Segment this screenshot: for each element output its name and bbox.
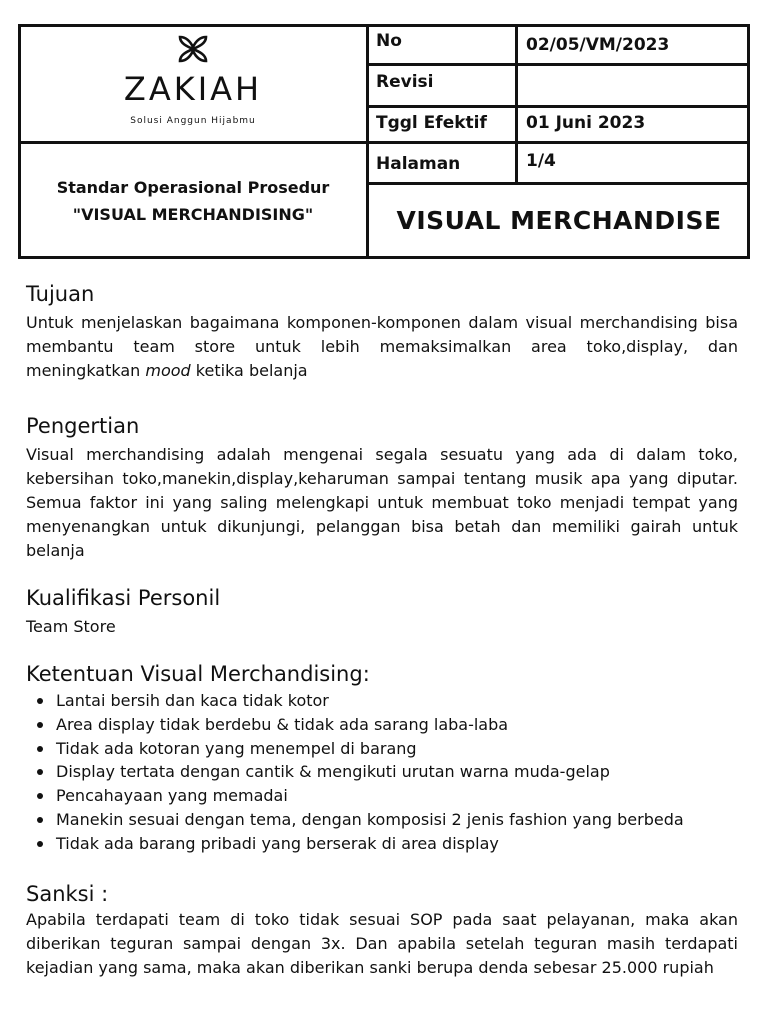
- label-halaman: Halaman: [376, 154, 461, 174]
- heading-tujuan: Tujuan: [26, 282, 95, 306]
- brand-tagline: Solusi Anggun Hijabmu: [130, 116, 256, 126]
- bow-icon: [177, 34, 209, 64]
- list-item: Area display tidak berdebu & tidak ada sarang laba-laba: [56, 713, 756, 737]
- paragraph-pengertian: Visual merchandising adalah mengenai segala sesuatu yang ada di dalam toko, kebersihan toko,manekin,display,keharuman sampai tentang musik apa yang diputar. Semua faktor ini yang saling melengkapi untuk membuat toko menjadi tempat yang menyenangkan untuk dikunjungi, pelanggan bisa betah dan memiliki gairah untuk belanja: [26, 445, 738, 560]
- sop-title-line1: Standar Operasional Prosedur: [56, 178, 330, 197]
- list-item: Pencahayaan yang memadai: [56, 784, 756, 808]
- document-header: [18, 24, 750, 259]
- brand-logo: [18, 24, 368, 142]
- tujuan-text-b: ketika belanja: [190, 361, 308, 380]
- heading-ketentuan: Ketentuan Visual Merchandising:: [26, 662, 370, 686]
- document-title: VISUAL MERCHANDISE: [396, 206, 722, 235]
- value-tggl-efektif: 01 Juni 2023: [526, 113, 646, 133]
- heading-kualifikasi: Kualifikasi Personil: [26, 586, 221, 610]
- paragraph-tujuan: [26, 311, 738, 383]
- list-item: Tidak ada kotoran yang menempel di barang: [56, 737, 756, 761]
- list-item: Tidak ada barang pribadi yang berserak di area display: [56, 832, 756, 856]
- list-item: Lantai bersih dan kaca tidak kotor: [56, 689, 756, 713]
- label-revisi: Revisi: [376, 72, 434, 92]
- value-halaman: 1/4: [526, 151, 556, 171]
- label-no: No: [376, 31, 402, 51]
- sop-title-line2: "VISUAL MERCHANDISING": [72, 205, 314, 224]
- paragraph-kualifikasi: Team Store: [26, 617, 116, 636]
- heading-sanksi: Sanksi :: [26, 882, 109, 906]
- heading-pengertian: Pengertian: [26, 414, 140, 438]
- list-item: Display tertata dengan cantik & mengikuti urutan warna muda-gelap: [56, 760, 756, 784]
- list-item: Manekin sesuai dengan tema, dengan komposisi 2 jenis fashion yang berbeda: [56, 808, 756, 832]
- value-cell-revisi: [515, 63, 750, 108]
- tujuan-text-a: Untuk menjelaskan bagaimana komponen-komponen dalam visual merchandising bisa membantu team store untuk lebih memaksimalkan area toko,display, dan meningkatkan: [26, 313, 738, 380]
- paragraph-sanksi: Apabila terdapati team di toko tidak sesuai SOP pada saat pelayanan, maka akan diberikan teguran sampai dengan 3x. Dan apabila setelah teguran masih terdapati kejadian yang sama, maka akan diberikan sanki berupa denda sebesar 25.000 rupiah: [26, 910, 738, 977]
- tujuan-text-italic: mood: [145, 361, 191, 380]
- ketentuan-list: [26, 689, 756, 856]
- brand-name: ZAKIAH: [123, 70, 263, 108]
- label-tggl-efektif: Tggl Efektif: [376, 113, 487, 133]
- value-no: 02/05/VM/2023: [526, 35, 670, 55]
- sop-cell: [18, 141, 369, 259]
